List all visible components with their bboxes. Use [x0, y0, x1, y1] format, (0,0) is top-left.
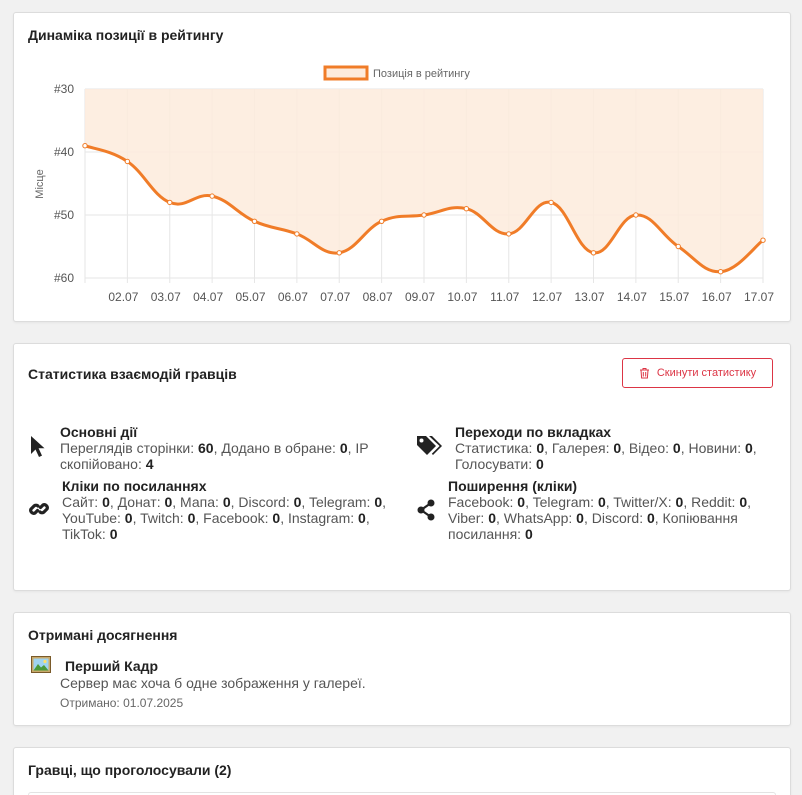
achievement-date: Отримано: 01.07.2025 — [60, 696, 184, 710]
chart-point-10.07[interactable] — [464, 207, 468, 211]
chart-point-08.07[interactable] — [379, 219, 383, 223]
achievements-card — [13, 612, 791, 726]
x-tick-label: 13.07 — [574, 290, 605, 304]
main-actions-block — [60, 424, 405, 472]
chart-point-01.07[interactable] — [83, 144, 87, 148]
link-clicks-block — [62, 478, 407, 542]
reset-stats-label: Скинути статистику — [656, 367, 757, 379]
tab-clicks-block — [455, 424, 775, 472]
share-clicks-values: Facebook: 0, Telegram: 0, Twitter/X: 0, Reddit: 0, Viber: 0, WhatsApp: 0, Discord: 0, Копіювання посилання: 0 — [448, 494, 752, 542]
tags-icon — [416, 435, 443, 457]
tab-clicks-values: Статистика: 0, Галерея: 0, Відео: 0, Новини: 0, Голосувати: 0 — [455, 440, 757, 472]
voters-card — [13, 747, 791, 795]
trash-icon — [639, 367, 650, 379]
share-icon — [416, 499, 436, 521]
stats-card-title: Статистика взаємодій гравців — [28, 366, 237, 382]
x-tick-label: 07.07 — [320, 290, 351, 304]
share-clicks-block — [448, 478, 783, 542]
x-tick-label: 11.07 — [490, 290, 520, 304]
achievement-description: Сервер має хоча б одне зображення у галереї. — [60, 675, 366, 691]
link-clicks-title: Кліки по посиланнях — [62, 478, 207, 494]
y-tick-label: #50 — [53, 208, 74, 222]
chart-point-05.07[interactable] — [252, 219, 256, 223]
x-tick-label: 03.07 — [150, 290, 181, 304]
chart-card-title: Динаміка позиції в рейтингу — [28, 27, 224, 43]
y-tick-label: #30 — [53, 82, 74, 96]
x-tick-label: 10.07 — [447, 290, 478, 304]
rating-dynamics-card — [13, 12, 791, 322]
x-tick-label: 04.07 — [193, 290, 224, 304]
rating-chart — [14, 13, 792, 323]
chart-point-13.07[interactable] — [591, 251, 595, 255]
legend-swatch[interactable] — [325, 67, 367, 79]
tab-clicks-title: Переходи по вкладках — [455, 424, 612, 440]
chart-y-ticks — [54, 82, 74, 285]
x-tick-label: 17.07 — [743, 290, 775, 304]
chart-point-07.07[interactable] — [337, 251, 341, 255]
legend-label[interactable]: Позиція в рейтингу — [373, 68, 470, 80]
main-actions-values: Переглядів сторінки: 60, Додано в обране: 0, IP скопійовано: 4 — [60, 440, 369, 472]
cursor-icon — [30, 435, 46, 459]
achievements-card-title: Отримані досягнення — [28, 627, 178, 643]
chart-point-15.07[interactable] — [676, 244, 680, 248]
y-axis-label: Місце — [34, 169, 46, 199]
chart-point-16.07[interactable] — [718, 270, 722, 274]
chart-point-03.07[interactable] — [168, 200, 172, 204]
main-actions-title: Основні дії — [60, 424, 138, 440]
x-tick-label: 12.07 — [532, 290, 563, 304]
x-tick-label: 06.07 — [277, 290, 308, 304]
y-tick-label: #40 — [53, 145, 74, 159]
x-tick-label: 14.07 — [616, 290, 647, 304]
chart-point-11.07[interactable] — [507, 232, 511, 236]
chart-point-06.07[interactable] — [295, 232, 299, 236]
chart-point-14.07[interactable] — [634, 213, 638, 217]
x-tick-label: 16.07 — [701, 290, 732, 304]
chart-point-04.07[interactable] — [210, 194, 214, 198]
x-tick-label: 09.07 — [404, 290, 436, 304]
share-clicks-title: Поширення (кліки) — [448, 478, 578, 494]
chart-point-12.07[interactable] — [549, 200, 553, 204]
player-interactions-card — [13, 343, 791, 591]
voters-card-title: Гравці, що проголосували (2) — [28, 762, 232, 778]
chart-point-17.07[interactable] — [761, 238, 765, 242]
y-tick-label: #60 — [53, 271, 74, 285]
reset-stats-button[interactable] — [622, 358, 773, 388]
chart-x-ticks — [108, 290, 774, 304]
picture-icon — [31, 656, 51, 673]
achievement-title: Перший Кадр — [65, 658, 159, 674]
link-icon — [28, 498, 50, 520]
chart-point-02.07[interactable] — [125, 159, 129, 163]
x-tick-label: 02.07 — [108, 290, 139, 304]
x-tick-label: 15.07 — [659, 290, 690, 304]
link-clicks-values: Сайт: 0, Донат: 0, Мапа: 0, Discord: 0, Telegram: 0, YouTube: 0, Twitch: 0, Facebook: 0, Instagram: 0, TikTok: 0 — [62, 494, 386, 542]
x-tick-label: 05.07 — [235, 290, 266, 304]
x-tick-label: 08.07 — [362, 290, 393, 304]
chart-point-09.07[interactable] — [422, 213, 426, 217]
